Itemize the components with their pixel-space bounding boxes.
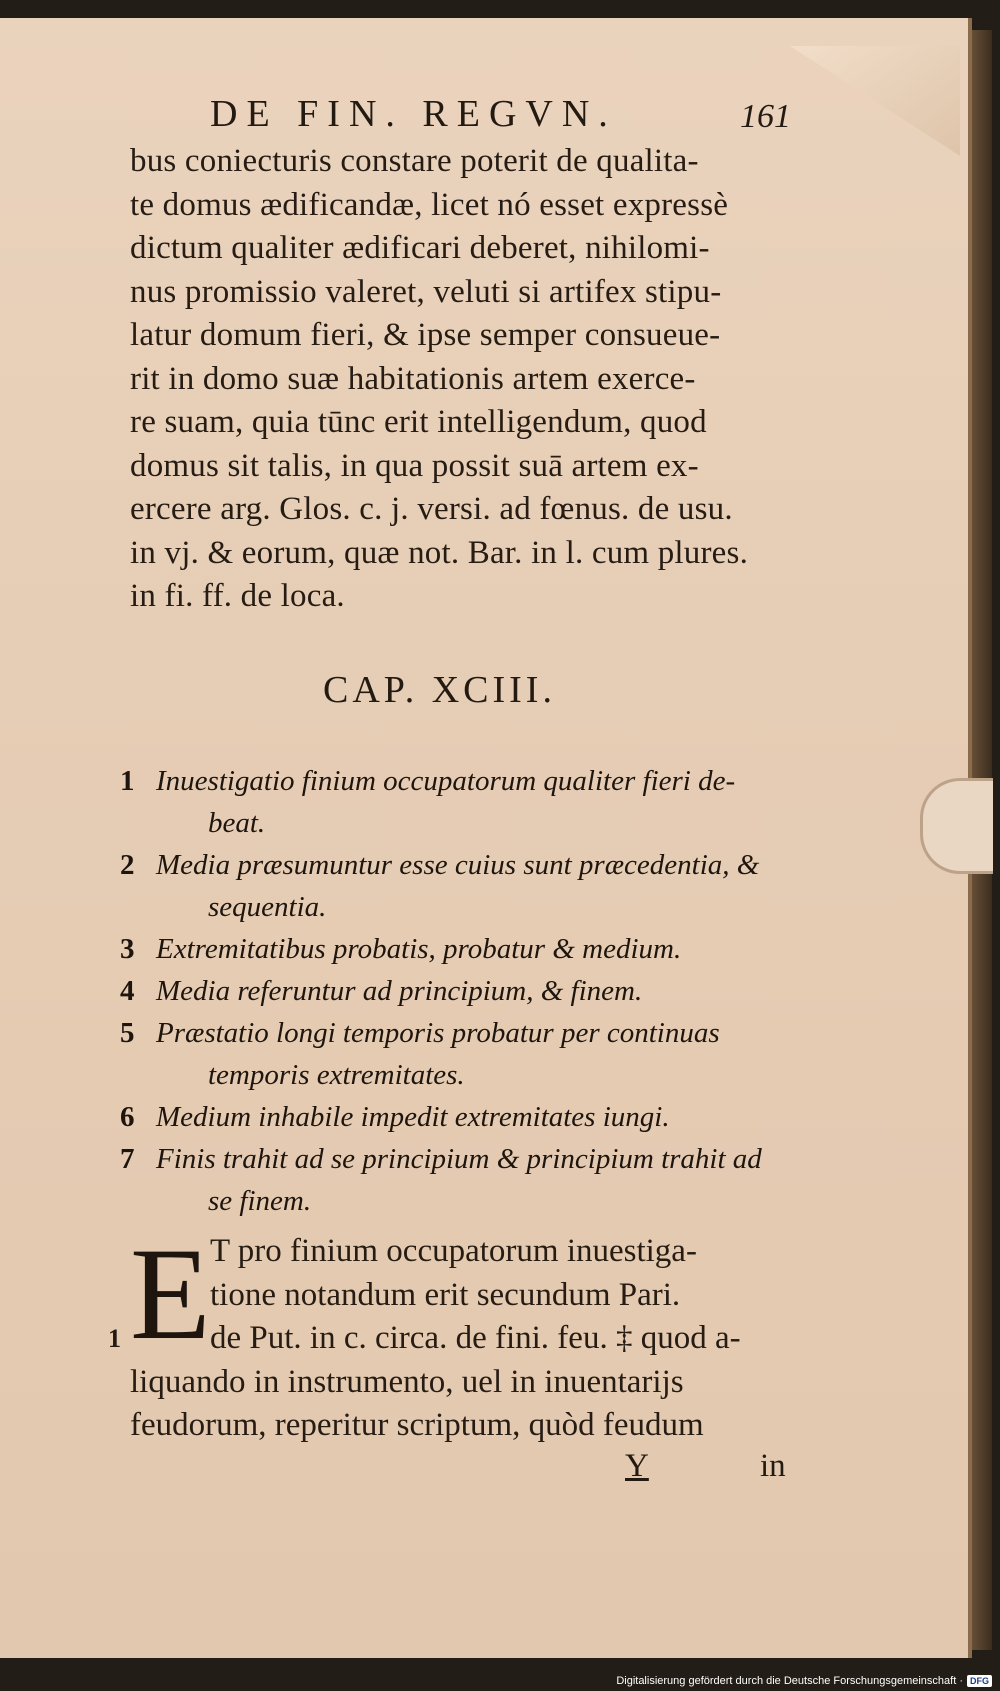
folded-corner (790, 46, 960, 156)
text-line: T pro finium occupatorum inuestiga- (210, 1233, 697, 1269)
text-line: in vj. & eorum, quæ not. Bar. in l. cum plures. (130, 534, 749, 571)
summary-item (120, 844, 820, 928)
summary-number: 7 (120, 1143, 135, 1175)
text-line: te domus ædificandæ, licet nó esset expressè (130, 186, 729, 223)
summary-line: Extremitatibus probatis, probatur & medium. (156, 933, 682, 965)
text-line: latur domum fieri, & ipse semper consueue- (130, 317, 721, 353)
summary-line: Inuestigatio finium occupatorum qualiter fieri de- (156, 765, 736, 797)
summary-item (120, 970, 820, 1012)
clasp-loop (920, 778, 993, 874)
summary-number: 5 (120, 1017, 135, 1049)
summary-item (120, 1012, 820, 1096)
text-line: rit in domo suæ habitationis artem exerce- (130, 360, 696, 397)
chapter-summary (120, 760, 820, 1222)
summary-number: 1 (120, 765, 135, 797)
summary-line: Finis trahit ad se principium & principium trahit ad (156, 1143, 762, 1175)
drop-capital: E (130, 1220, 211, 1367)
summary-line: temporis extremitates. (208, 1059, 465, 1091)
summary-number: 3 (120, 933, 135, 965)
summary-line: sequentia. (208, 891, 327, 923)
text-line: re suam, quia tūnc erit intelligendum, quod (130, 404, 707, 440)
text-line: domus sit talis, in qua possit suā artem ex- (130, 447, 699, 484)
text-line: dictum qualiter ædificari deberet, nihilomi- (130, 230, 710, 266)
summary-number: 2 (120, 849, 135, 881)
text-line: nus promissio valeret, veluti si artifex stipu- (130, 273, 722, 310)
running-head: DE FIN. REGVN. (210, 93, 617, 135)
text-line: ercere arg. Glos. c. j. versi. ad fœnus. de usu. (130, 491, 733, 527)
summary-line: Medium inhabile impedit extremitates iungi. (156, 1101, 670, 1133)
continuation-paragraph (130, 140, 810, 619)
signature-mark: Y (625, 1448, 649, 1484)
dfg-logo-icon: DFG (967, 1675, 992, 1687)
summary-item (120, 760, 820, 844)
text-line: bus coniecturis constare poterit de qualita- (130, 143, 699, 179)
text-line: feudorum, reperitur scriptum, quòd feudum (130, 1407, 704, 1443)
summary-number: 6 (120, 1101, 135, 1133)
text-line: de Put. in c. circa. de fini. feu. ‡ quod a- (210, 1320, 741, 1356)
chapter-heading: CAP. XCIII. (323, 669, 556, 711)
summary-item (120, 1138, 820, 1222)
summary-line: Media referuntur ad principium, & finem. (156, 975, 643, 1007)
text-line: tione notandum erit secundum Pari. (210, 1276, 681, 1313)
summary-line: beat. (208, 807, 266, 839)
book-page (0, 18, 972, 1658)
summary-line: se finem. (208, 1185, 312, 1217)
digitization-credit (616, 1675, 992, 1687)
margin-number: 1 (108, 1324, 121, 1353)
catchword: in (760, 1448, 786, 1484)
folio-number: 161 (740, 98, 791, 135)
summary-number: 4 (120, 975, 135, 1007)
summary-item (120, 1096, 820, 1138)
text-line: in fi. ff. de loca. (130, 578, 345, 614)
opening-paragraph (130, 1220, 810, 1448)
text-line: liquando in instrumento, uel in inuentarijs (130, 1363, 684, 1400)
credit-text: Digitalisierung gefördert durch die Deutsche Forschungsgemeinschaft · (616, 1675, 963, 1687)
summary-line: Media præsumuntur esse cuius sunt præcedentia, & (156, 849, 760, 881)
summary-line: Præstatio longi temporis probatur per continuas (156, 1017, 720, 1049)
summary-item (120, 928, 820, 970)
